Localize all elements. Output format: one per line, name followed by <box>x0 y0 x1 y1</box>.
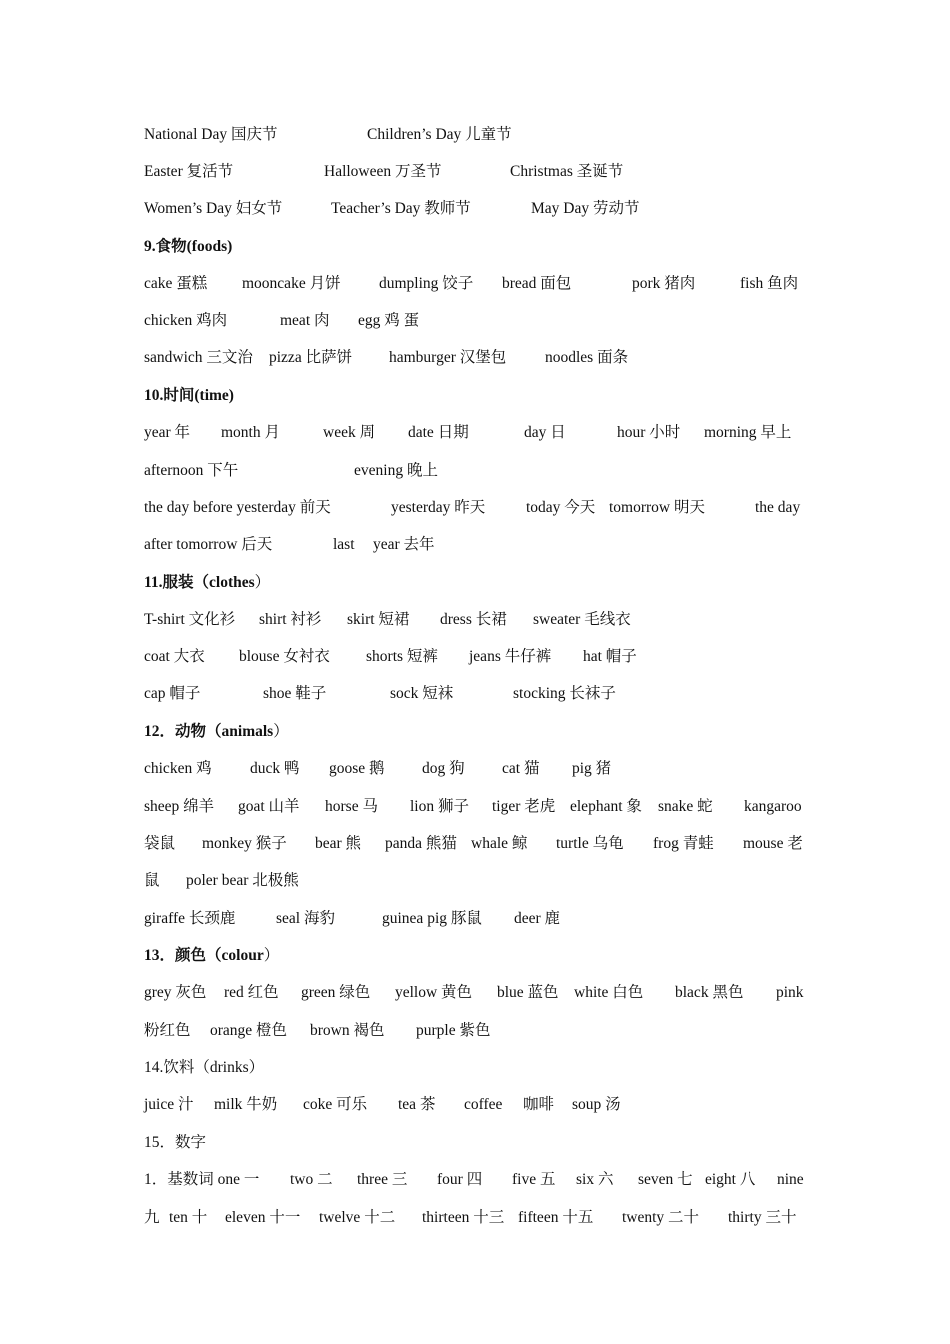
vocab-item: jeans 牛仔裤 <box>469 648 552 665</box>
vocab-item: hamburger 汉堡包 <box>389 349 507 366</box>
vocab-item: last <box>333 536 355 553</box>
vocab-item: 咖啡 <box>523 1096 555 1113</box>
vocab-item: coffee <box>464 1096 503 1113</box>
vocab-item: year 去年 <box>373 536 435 553</box>
vocab-item: after tomorrow 后天 <box>144 536 273 553</box>
vocab-item: the day <box>755 499 801 516</box>
vocab-item: dumpling 饺子 <box>379 275 474 292</box>
vocab-item: blouse 女衬衣 <box>239 648 330 665</box>
vocab-item: bear 熊 <box>315 835 362 852</box>
vocab-item: shorts 短裤 <box>366 648 438 665</box>
vocab-item: duck 鸭 <box>250 760 300 777</box>
vocab-item: 1．基数词 one 一 <box>144 1171 260 1188</box>
vocab-item: skirt 短裙 <box>347 611 410 628</box>
vocab-item: seven 七 <box>638 1171 693 1188</box>
vocab-item: ten 十 <box>169 1209 208 1226</box>
vocab-item: two 二 <box>290 1171 333 1188</box>
vocab-item: panda 熊猫 <box>385 835 457 852</box>
vocab-item: black 黑色 <box>675 984 744 1001</box>
vocab-item: shoe 鞋子 <box>263 685 327 702</box>
vocab-item: horse 马 <box>325 798 378 815</box>
vocab-item: National Day 国庆节 <box>144 126 278 143</box>
heading-label: 14.饮料（drinks） <box>144 1059 265 1076</box>
vocab-item: whale 鲸 <box>471 835 528 852</box>
vocab-item: monkey 猴子 <box>202 835 287 852</box>
vocab-item: evening 晚上 <box>354 462 438 479</box>
vocab-item: white 白色 <box>574 984 644 1001</box>
vocab-item: shirt 衬衫 <box>259 611 322 628</box>
vocab-item: May Day 劳动节 <box>531 200 640 217</box>
vocab-item: twenty 二十 <box>622 1209 700 1226</box>
vocab-item: mooncake 月饼 <box>242 275 341 292</box>
vocab-item: 九 <box>144 1209 160 1226</box>
vocab-item: coke 可乐 <box>303 1096 368 1113</box>
vocab-item: date 日期 <box>408 424 469 441</box>
vocab-item: twelve 十二 <box>319 1209 396 1226</box>
vocab-item: goose 鹅 <box>329 760 385 777</box>
vocab-item: green 绿色 <box>301 984 371 1001</box>
vocab-item: cake 蛋糕 <box>144 275 208 292</box>
vocab-item: sheep 绵羊 <box>144 798 215 815</box>
heading-label: 10.时间(time) <box>144 387 234 404</box>
vocab-item: turtle 乌龟 <box>556 835 624 852</box>
vocab-item: giraffe 长颈鹿 <box>144 910 236 927</box>
vocab-item: coat 大衣 <box>144 648 205 665</box>
heading-label: 9.食物(foods) <box>144 238 233 255</box>
vocab-item: chicken 鸡 <box>144 760 212 777</box>
vocab-item: goat 山羊 <box>238 798 300 815</box>
vocab-item: thirty 三十 <box>728 1209 797 1226</box>
vocab-item: tea 茶 <box>398 1096 436 1113</box>
vocab-item: grey 灰色 <box>144 984 207 1001</box>
vocab-item: brown 褐色 <box>310 1022 385 1039</box>
vocab-item: T-shirt 文化衫 <box>144 611 236 628</box>
vocab-item: chicken 鸡肉 <box>144 312 228 329</box>
vocab-item: eight 八 <box>705 1171 756 1188</box>
vocab-item: egg 鸡 蛋 <box>358 312 420 329</box>
vocab-item: pink <box>776 984 804 1001</box>
vocab-item: Easter 复活节 <box>144 163 234 180</box>
vocab-item: cat 猫 <box>502 760 540 777</box>
vocab-item: thirteen 十三 <box>422 1209 505 1226</box>
vocab-item: Women’s Day 妇女节 <box>144 200 283 217</box>
section-heading-foods <box>144 237 814 257</box>
vocab-item: tomorrow 明天 <box>609 499 706 516</box>
vocab-item: kangaroo <box>744 798 802 815</box>
heading-label: 15．数字 <box>144 1134 207 1151</box>
vocab-item: blue 蓝色 <box>497 984 559 1001</box>
vocab-item: eleven 十一 <box>225 1209 301 1226</box>
vocab-item: today 今天 <box>526 499 596 516</box>
vocab-item: the day before yesterday 前天 <box>144 499 331 516</box>
section-heading-clothes <box>144 573 814 593</box>
vocab-item: tiger 老虎 <box>492 798 556 815</box>
vocab-item: nine <box>777 1171 804 1188</box>
vocab-item: dress 长裙 <box>440 611 507 628</box>
vocab-item: day 日 <box>524 424 566 441</box>
vocab-item: Teacher’s Day 教师节 <box>331 200 471 217</box>
vocab-item: mouse 老 <box>743 835 803 852</box>
vocab-item: afternoon 下午 <box>144 462 239 479</box>
vocab-item: hat 帽子 <box>583 648 637 665</box>
vocab-item: pig 猪 <box>572 760 612 777</box>
vocab-item: frog 青蛙 <box>653 835 714 852</box>
vocab-item: orange 橙色 <box>210 1022 288 1039</box>
vocab-item: 鼠 <box>144 872 160 889</box>
vocab-item: sandwich 三文治 <box>144 349 253 366</box>
vocab-item: year 年 <box>144 424 191 441</box>
vocab-item: 粉红色 <box>144 1022 191 1039</box>
vocab-item: sock 短袜 <box>390 685 454 702</box>
section-heading-time <box>144 386 814 406</box>
vocab-item: lion 狮子 <box>410 798 469 815</box>
heading-label: 13．颜色（colour） <box>144 947 280 964</box>
vocab-item: fish 鱼肉 <box>740 275 799 292</box>
vocab-item: five 五 <box>512 1171 556 1188</box>
vocab-item: dog 狗 <box>422 760 465 777</box>
vocab-item: milk 牛奶 <box>214 1096 278 1113</box>
vocab-item: noodles 面条 <box>545 349 629 366</box>
vocab-item: four 四 <box>437 1171 483 1188</box>
vocab-item: Halloween 万圣节 <box>324 163 442 180</box>
vocab-item: three 三 <box>357 1171 408 1188</box>
vocab-item: month 月 <box>221 424 280 441</box>
vocab-item: deer 鹿 <box>514 910 561 927</box>
vocab-item: Christmas 圣诞节 <box>510 163 624 180</box>
vocab-item: sweater 毛线衣 <box>533 611 631 628</box>
vocab-item: red 红色 <box>224 984 279 1001</box>
vocab-item: yellow 黄色 <box>395 984 473 1001</box>
vocab-item: juice 汁 <box>144 1096 194 1113</box>
vocab-item: poler bear 北极熊 <box>186 872 299 889</box>
vocab-item: yesterday 昨天 <box>391 499 486 516</box>
heading-label: 11.服装（clothes） <box>144 574 271 591</box>
vocab-item: guinea pig 豚鼠 <box>382 910 482 927</box>
vocab-item: six 六 <box>576 1171 614 1188</box>
vocab-item: purple 紫色 <box>416 1022 491 1039</box>
section-heading-animals <box>144 722 814 742</box>
vocab-item: seal 海豹 <box>276 910 335 927</box>
vocab-item: pork 猪肉 <box>632 275 696 292</box>
vocab-item: pizza 比萨饼 <box>269 349 353 366</box>
vocab-item: snake 蛇 <box>658 798 713 815</box>
vocab-item: soup 汤 <box>572 1096 621 1113</box>
vocab-item: week 周 <box>323 424 376 441</box>
vocab-item: Children’s Day 儿童节 <box>367 126 512 143</box>
vocab-item: stocking 长袜子 <box>513 685 616 702</box>
vocab-item: 袋鼠 <box>144 835 176 852</box>
section-heading-colour <box>144 946 814 966</box>
vocab-item: bread 面包 <box>502 275 572 292</box>
vocab-item: elephant 象 <box>570 798 642 815</box>
vocab-item: morning 早上 <box>704 424 792 441</box>
vocab-item: fifteen 十五 <box>518 1209 594 1226</box>
vocab-item: meat 肉 <box>280 312 330 329</box>
heading-label: 12．动物（animals） <box>144 723 289 740</box>
vocab-item: hour 小时 <box>617 424 681 441</box>
vocab-item: cap 帽子 <box>144 685 201 702</box>
